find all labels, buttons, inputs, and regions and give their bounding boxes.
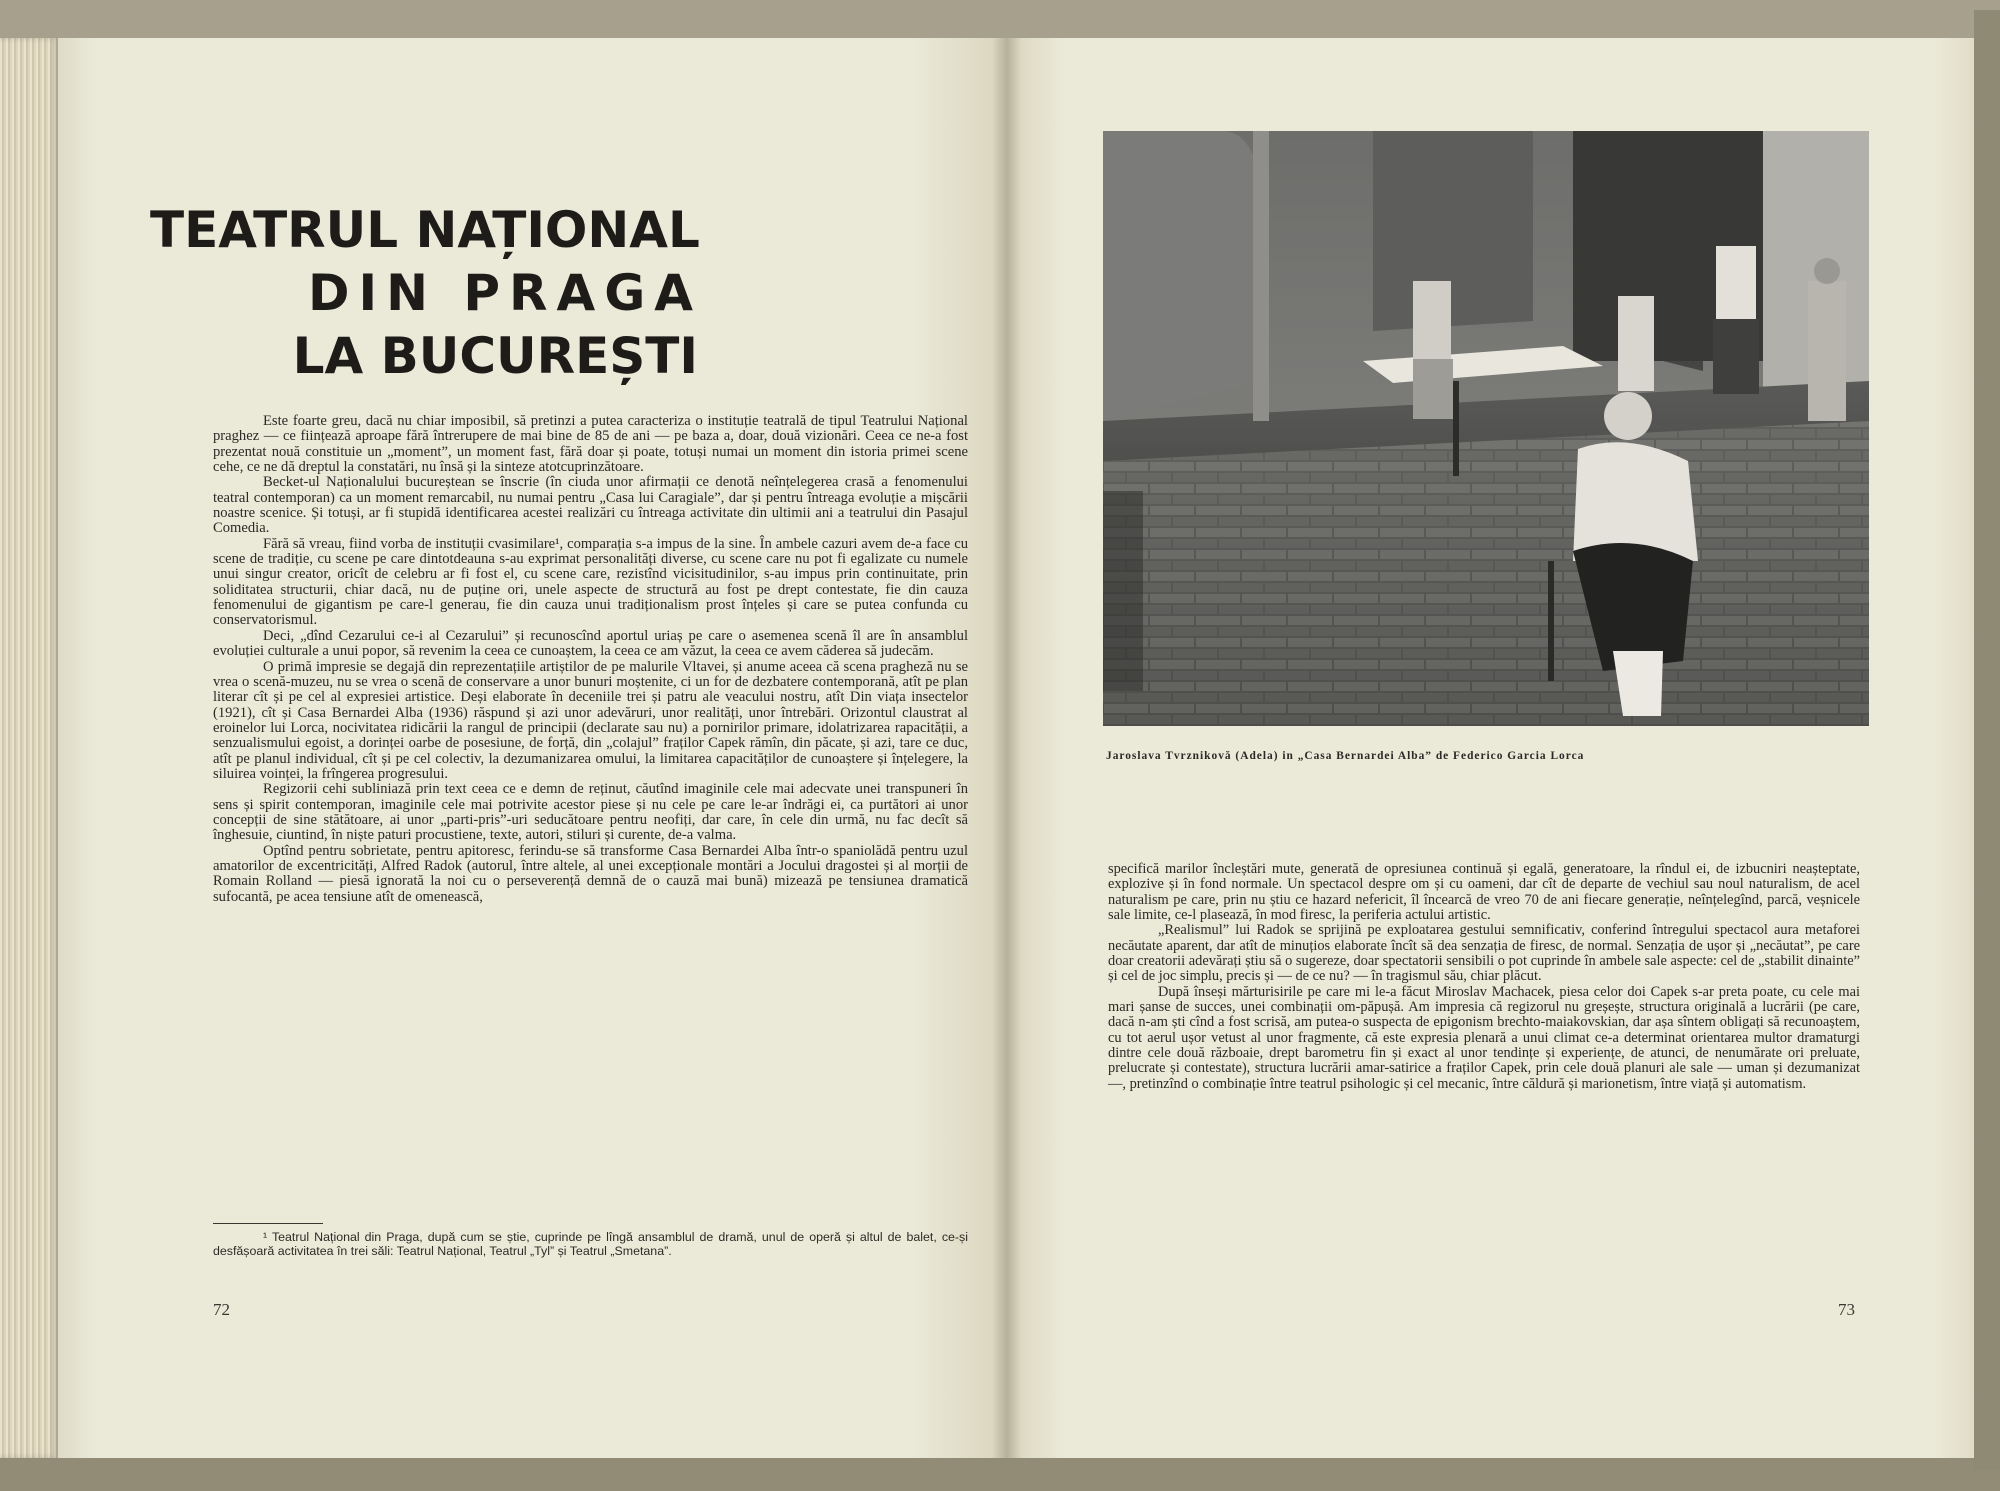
paragraph: Fără să vreau, fiind vorba de instituții cvasimilare¹, comparația s-a impus de la sine. În ambele cazuri avem de-a face cu scene de tradiție, cu scene pe care dintotdeauna s-au exprimat personalități diverse, cu scene care nu pot fi egalizate cu numele unui singur creator, oricît de celebru ar fi fost el, cu scene care, rezistînd vicisitudinilor, s-au impus prin continuitate, prin soliditatea structurii, chiar dacă, nu de puține ori, unele aspecte de structură au fost pe drept contestate, fie din cauza fenomenului de gigantism pe care-l generau, fie din cauza unui tradiționalism prost înțeles și care se putea confunda cu conservatorismul. <box>213 535 968 629</box>
photo-caption: Jaroslava Tvrznikovă (Adela) in „Casa Bernardei Alba” de Federico Garcia Lorca <box>1106 750 1585 762</box>
cover-edge <box>1974 10 2000 1470</box>
paragraph: Optînd pentru sobrietate, pentru apitoresc, ferindu-se să transforme Casa Bernardei Alba într-o spaniolădă pentru uzul amatorilor de excentricități, Alfred Radok (autorul, între altele, al unei excepționale montări a Jocului dragostei și al morții de Romain Rolland — piesă ignorată la noi cu o perseverență demnă de o cauză mai bună) mizează pe tensiunea dramatică sufocantă, pe acea tensiune atît de omenească, <box>213 842 968 905</box>
paragraph: După înseși mărturisirile pe care mi le-a făcut Miroslav Machacek, piesa celor doi Capek s-ar preta poate, cu cele mai mari șanse de succes, unei combinații om-păpușă. Am impresia că regizorul nu greșește, structura originală a lucrării (pe care, dacă n-am ști cînd a fost scrisă, am putea-o suspecta de epigonism brechto-maiakovskian, dar așa sîntem obligați să recunoaștem, cu tot aerul ușor vetust al unor fragmente, că este expresia plenară a unui climat ce-a determinat orientarea multor dramaturgi dintre cele două războaie, drept barometru fin și exact al unor tendințe și experiențe, de atunci, de nenumărate ori preluate, prelucrate și contestate), structura lucrării amar-satirice a fraților Capek, prin cele două planuri ale sale — uman și dezumanizat —, pretinzînd o combinație între teatrul psihologic și cel mecanic, între căldură și marionetism, între viață și automatism. <box>1108 983 1860 1092</box>
stage-photo-illustration <box>1103 131 1869 726</box>
article-title <box>150 201 702 385</box>
footnote-text: ¹ Teatrul Național din Praga, după cum se știe, cuprinde pe lîngă ansamblul de dramă, unul de operă și altul de balet, ce-și desfășoară activitatea în trei săli: Teatrul Național, Teatrul „Tyl” și Teatrul „Smetana”. <box>213 1230 968 1258</box>
page-number-right: 73 <box>1838 1300 1855 1319</box>
page-number-left: 72 <box>213 1300 230 1319</box>
title-line-3: LA BUCUREȘTI <box>292 327 698 385</box>
article-body-right <box>1108 862 1860 1092</box>
paragraph: Deci, „dînd Cezarului ce-i al Cezarului” și recunoscînd aportul uriaș pe care o asemenea scenă îl are în ansamblul evoluției culturale a unui popor, să revenim la ceea ce cunoaștem, la ceea ce am văzut, la ceea ce avem căderea să judecăm. <box>213 627 968 660</box>
title-line-2: DIN PRAGA <box>308 264 702 322</box>
paragraph: Este foarte greu, dacă nu chiar imposibil, să pretinzi a putea caracteriza o instituție teatrală de tipul Teatrului Național praghez — ce ființează aproape fără întrerupere de mai bine de 85 de ani — pe baza a, doar, două vizionări. Ceea ce ne-a fost prezentat nouă constituie un „moment”, un moment fast, fără doar și poate, totuși numai un moment din istoria primei scene cehe, ce ne dă dreptul la constatări, nu însă și la sinteze atotcuprinzătoare. <box>213 413 968 476</box>
paragraph: O primă impresie se degajă din reprezentațiile artiștilor de pe malurile Vltavei, și anume aceea că scena pragheză nu se vrea o scenă-muzeu, nu se vrea o scenă de conservare a unor bunuri moștenite, ci un for de dezbatere contemporană, atît pe plan literar cît și pe cel al expresiei artistice. Deși elaborate în deceniile trei și patru ale veacului nostru, atît Din viața insectelor (1921), cît și Casa Bernardei Alba (1936) răspund și azi unor adevăruri, unor realități, unor întrebări. Orizontul claustrat al eroinelor lui Lorca, nocivitatea ridicării la rangul de principii (declarate sau nu) a pornirilor primare, idolatrizarea rapacității, a senzualismului egoist, a dorinței oarbe de posesiune, de forță, din „colajul” fraților Capek rămîn, din păcate, și azi, tare ce duc, atît pe planul individual, cît și pe cel colectiv, la dezumanizarea omului, la limitarea capacităților de cunoaștere și înțelegere, la siluirea voinței, la frîngerea progresului. <box>213 658 968 782</box>
paragraph: Regizorii cehi subliniază prin text ceea ce e demn de reținut, căutînd imaginile cele mai adecvate unei transpuneri în sens și spirit contemporan, imaginile cele mai potrivite acestor piese și nu cele pe care le-ar îndrăgi ei, ca purtători ai unor concepții de sine stătătoare, ai unor „parti-pris”-uri seducătoare pentru neofiți, dar care, în cele din urmă, nu fac decît să înghesuie, ciuntind, în niște paturi procustiene, texte, autori, stiluri și curente, de-a valma. <box>213 781 968 844</box>
paragraph: „Realismul” lui Radok se sprijină pe exploatarea gestului semnificativ, conferind întregului spectacol aura metaforei necăutate aparent, dar atît de minuțios elaborate încît să dea senzația de firesc, de normal. Senzația de ușor și „necăutat”, pe care doar creatorii adevărați știu să o sugereze, doar spectatorii sensibili o pot cuprinde în ambele sale aspecte: cel de „stabilit dinainte” și cel de joc simplu, precis și — de ce nu? — în tragismul său, chiar plăcut. <box>1108 922 1860 985</box>
book-gutter <box>992 38 1022 1458</box>
paragraph: Becket-ul Naționalului bucureștean se înscrie (în ciuda unor afirmații ce denotă neînțelegerea crasă a fenomenului teatral contemporan) ca un moment remarcabil, nu numai pentru „Casa lui Caragiale”, dar și pentru întreaga evoluție a mișcării noastre scenice. Și totuși, ar fi stupidă identificarea acestei realizări cu întreaga activitate din ultimii ani a teatrului din Pasajul Comedia. <box>213 474 968 537</box>
paragraph: specifică marilor încleștări mute, generată de opresiunea continuă și egală, generatoare, la rîndul ei, de izbucniri neașteptate, explozive și în fond normale. Un spectacol despre om și cu oameni, dar cît de departe de vechiul sau noul naturalism, de acel naturalism pe care, prin nu știu ce hazard nefericit, îl încearcă de vreo 70 de ani fiecare generație, neînțelegînd, parcă, veșnicele sale limite, ce-l plasează, în mod firesc, la periferia actului artistic. <box>1108 861 1860 924</box>
footnote-rule <box>213 1223 323 1224</box>
article-body-left <box>213 414 968 905</box>
page-stack-edge <box>0 38 58 1458</box>
stage-photo <box>1103 131 1869 726</box>
title-line-1: TEATRUL NAȚIONAL <box>150 201 700 259</box>
footnote <box>213 1231 968 1258</box>
